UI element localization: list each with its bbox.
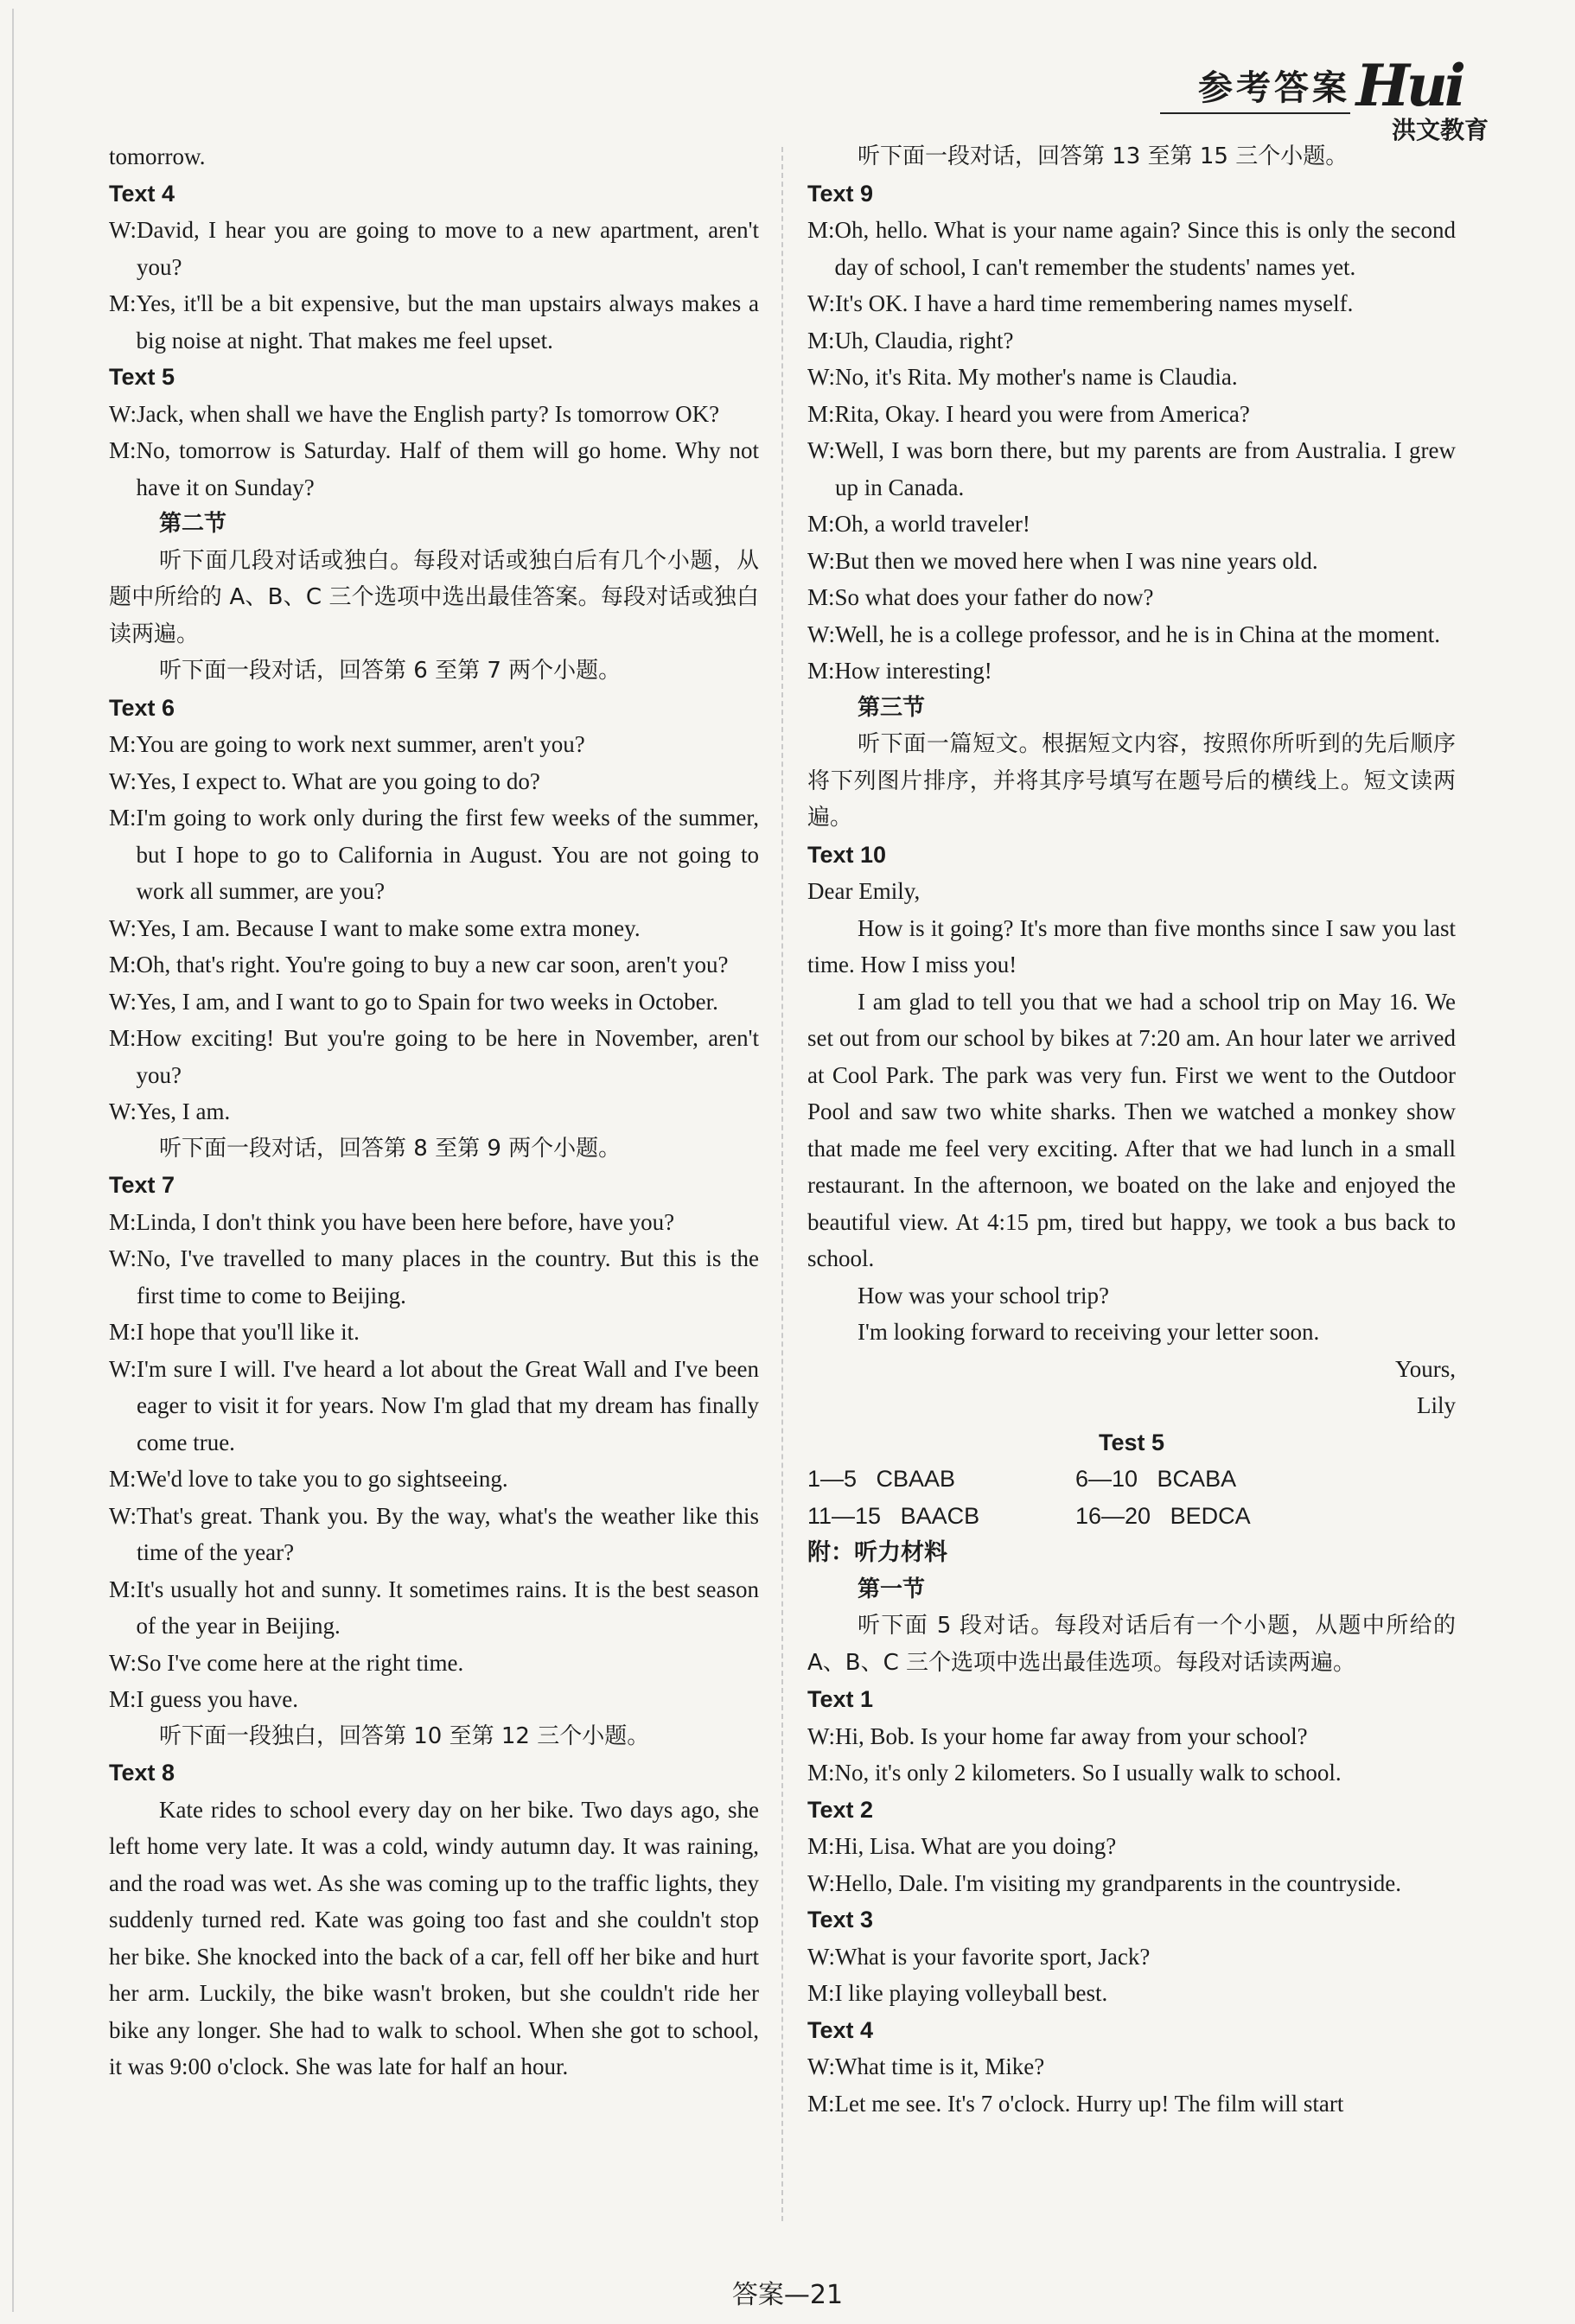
dialogue-line [109, 946, 759, 984]
dialogue-line [109, 396, 759, 433]
speaker-label: W: [807, 547, 835, 574]
dialogue-text: No, it's only 2 kilometers. So I usually walk to school. [834, 1760, 1342, 1786]
section-heading: Text 1 [807, 1686, 874, 1712]
part-heading: 第一节 [858, 1576, 926, 1602]
speaker-label: M: [807, 511, 835, 537]
page-number: 答案—21 [731, 2280, 844, 2310]
speaker-label: W: [807, 1869, 835, 1896]
text-line: tomorrow. [109, 143, 206, 169]
paragraph: Kate rides to school every day on her bike. Two days ago, she left home very late. It was a cold, windy autumn day. It was raining, and the road was wet. As she was coming up to the traffic lights, they suddenly turned red. Kate was going too fast and she couldn't stop her bike. She knocked into the back of a car, fell off her bike and hurt her arm. Luckily, the bike wasn't broken, but she couldn't ride her bike any longer. She had to walk to school. When she got to school, it was 9:00 o'clock. She was late for half an hour. [109, 1796, 759, 2079]
dialogue-text: Yes, I am. [136, 1098, 231, 1124]
speaker-label: M: [109, 1319, 137, 1345]
header-rule [1160, 112, 1350, 114]
speaker-label: W: [109, 1649, 137, 1676]
dialogue-text: So what does your father do now? [834, 584, 1154, 610]
dialogue-text: How interesting! [834, 658, 992, 684]
dialogue-text: Hi, Bob. Is your home far away from your school? [834, 1722, 1308, 1749]
speaker-label: W: [109, 1098, 137, 1124]
dialogue-line [807, 1754, 1456, 1792]
answer-range: 16—20 BEDCA [1075, 1502, 1251, 1529]
section-heading: Text 4 [109, 180, 175, 207]
dialogue-text: That's great. Thank you. By the way, what's the weather like this time of the year? [136, 1502, 759, 1565]
dialogue-text: No, I've travelled to many places in the country. But this is the first time to come to Beijing. [136, 1245, 759, 1308]
speaker-label: M: [807, 327, 835, 353]
dialogue-line [807, 322, 1456, 360]
dialogue-line [807, 1939, 1456, 1976]
paragraph: I'm looking forward to receiving your letter soon. [858, 1319, 1320, 1345]
dialogue-text: Oh, that's right. You're going to buy a new car soon, aren't you? [136, 952, 729, 977]
instruction-text: 听下面 5 段对话。每段对话后有一个小题，从题中所给的 A、B、C 三个选项中选出最佳选项。每段对话读两遍。 [807, 1613, 1456, 1676]
dialogue-line [109, 1461, 759, 1498]
text-line: Dear Emily, [807, 878, 921, 904]
dialogue-line [807, 2048, 1456, 2085]
dialogue-text: You are going to work next summer, aren't you? [136, 731, 585, 757]
dialogue-line [807, 653, 1456, 690]
dialogue-text: Let me see. It's 7 o'clock. Hurry up! The film will start [834, 2090, 1344, 2117]
speaker-label: W: [109, 1502, 137, 1529]
dialogue-line [109, 1020, 759, 1093]
answer-row [807, 1498, 1456, 1535]
dialogue-text: Oh, hello. What is your name again? Since this is only the second day of school, I can't remember the students' names yet. [834, 217, 1456, 280]
answer-range: 6—10 BCABA [1075, 1466, 1237, 1492]
speaker-label: M: [807, 584, 835, 610]
dialogue-line [807, 1975, 1456, 2012]
dialogue-text: Yes, I am, and I want to go to Spain for two weeks in October. [136, 988, 718, 1015]
instruction-text: 听下面一段独白，回答第 10 至第 12 三个小题。 [159, 1722, 650, 1749]
speaker-label: M: [109, 1576, 137, 1602]
speaker-label: M: [109, 731, 137, 757]
speaker-label: W: [109, 1245, 137, 1271]
speaker-label: M: [109, 1208, 137, 1235]
dialogue-line [109, 726, 759, 763]
speaker-label: W: [807, 1722, 835, 1749]
speaker-label: W: [807, 364, 835, 390]
speaker-label: W: [109, 217, 137, 243]
dialogue-text: No, it's Rita. My mother's name is Claudia. [834, 364, 1238, 390]
section-heading: Text 7 [109, 1172, 175, 1198]
speaker-label: M: [109, 952, 137, 977]
paragraph: How was your school trip? [858, 1282, 1109, 1308]
section-heading: Text 10 [807, 841, 887, 868]
letter-closing: Lily [1417, 1392, 1456, 1418]
speaker-label: M: [807, 1760, 835, 1786]
dialogue-line [807, 359, 1456, 396]
dialogue-text: What is your favorite sport, Jack? [834, 1943, 1151, 1970]
dialogue-text: Yes, I expect to. What are you going to do? [136, 767, 540, 794]
speaker-label: M: [109, 1686, 137, 1712]
dialogue-line [109, 910, 759, 947]
instruction-text: 听下面一段对话，回答第 8 至第 9 两个小题。 [159, 1135, 622, 1162]
dialogue-line [109, 984, 759, 1021]
speaker-label: M: [807, 1833, 835, 1859]
dialogue-line [109, 1498, 759, 1571]
dialogue-text: Linda, I don't think you have been here before, have you? [136, 1208, 675, 1235]
dialogue-line [109, 1093, 759, 1130]
dialogue-line [109, 1204, 759, 1241]
column-divider [781, 147, 783, 2221]
dialogue-text: No, tomorrow is Saturday. Half of them will go home. Why not have it on Sunday? [136, 437, 759, 500]
answer-range: 11—15 BAACB [807, 1502, 980, 1529]
dialogue-text: Well, I was born there, but my parents are from Australia. I grew up in Canada. [834, 437, 1456, 500]
instruction-text: 听下面一段对话，回答第 6 至第 7 两个小题。 [159, 658, 622, 684]
dialogue-text: I guess you have. [136, 1686, 298, 1712]
dialogue-text: It's OK. I have a hard time remembering names myself. [834, 290, 1354, 316]
speaker-label: M: [109, 805, 137, 831]
dialogue-text: Hi, Lisa. What are you doing? [834, 1833, 1117, 1859]
speaker-label: W: [109, 400, 137, 427]
dialogue-line [109, 1645, 759, 1682]
dialogue-line [109, 799, 759, 910]
instruction-text: 听下面几段对话或独白。每段对话或独白后有几个小题，从题中所给的 A、B、C 三个选项中选出最佳答案。每段对话或独白读两遍。 [109, 547, 759, 647]
dialogue-line [807, 506, 1456, 543]
speaker-label: W: [807, 1943, 835, 1970]
dialogue-text: I'm sure I will. I've heard a lot about the Great Wall and I've been eager to visit it for years. Now I'm glad that my dream has finally come true. [136, 1355, 759, 1455]
section-heading: Text 2 [807, 1796, 874, 1823]
dialogue-text: Uh, Claudia, right? [834, 327, 1014, 353]
answer-range: 1—5 CBAAB [807, 1466, 956, 1492]
left-column [109, 138, 759, 2085]
dialogue-text: I like playing volleyball best. [834, 1980, 1108, 2006]
speaker-label: M: [807, 1980, 835, 2006]
dialogue-text: Jack, when shall we have the English party? Is tomorrow OK? [136, 400, 720, 427]
part-heading: 第二节 [159, 511, 227, 537]
section-heading: 附：听力材料 [807, 1539, 947, 1565]
dialogue-text: I hope that you'll like it. [136, 1319, 360, 1345]
dialogue-line [807, 212, 1456, 285]
header-brand: 洪文教育 [1391, 116, 1489, 144]
letter-closing: Yours, [1394, 1355, 1456, 1382]
dialogue-text: It's usually hot and sunny. It sometimes rains. It is the best season of the year in Beijing. [136, 1576, 759, 1639]
dialogue-text: I'm going to work only during the first few weeks of the summer, but I hope to go to California in August. You are not going to work all summer, are you? [136, 805, 759, 904]
dialogue-line [807, 285, 1456, 322]
speaker-label: W: [109, 767, 137, 794]
speaker-label: M: [109, 290, 137, 316]
header-title: 参考答案 [1198, 68, 1350, 108]
instruction-text: 听下面一段对话，回答第 13 至第 15 三个小题。 [858, 143, 1349, 169]
dialogue-line [807, 1718, 1456, 1755]
dialogue-line [807, 616, 1456, 653]
section-heading: Text 8 [109, 1760, 175, 1786]
speaker-label: M: [807, 2090, 835, 2117]
dialogue-text: Hello, Dale. I'm visiting my grandparents in the countryside. [834, 1869, 1401, 1896]
speaker-label: M: [109, 1025, 137, 1051]
brand-logo: Hui [1355, 52, 1463, 119]
section-heading: Text 6 [109, 694, 175, 721]
dialogue-line [109, 1351, 759, 1461]
speaker-label: M: [109, 437, 137, 463]
speaker-label: W: [807, 621, 835, 647]
dialogue-text: How exciting! But you're going to be here in November, aren't you? [136, 1025, 759, 1088]
part-heading: 第三节 [858, 694, 926, 721]
speaker-label: M: [109, 1466, 137, 1492]
dialogue-text: So I've come here at the right time. [136, 1649, 464, 1676]
speaker-label: W: [807, 290, 835, 316]
dialogue-line [109, 1571, 759, 1645]
test-title: Test 5 [1098, 1429, 1165, 1455]
section-heading: Text 4 [807, 2016, 874, 2043]
dialogue-text: David, I hear you are going to move to a new apartment, aren't you? [136, 217, 759, 280]
dialogue-text: What time is it, Mike? [834, 2053, 1045, 2079]
paragraph: I am glad to tell you that we had a school trip on May 16. We set out from our school by bikes at 7:20 am. An hour later we arrived at Cool Park. The park was very fun. First we went to the Outdoor Pool and saw two white sharks. Then we watched a monkey show that made me feel very exciting. After that we had lunch in a small restaurant. In the afternoon, we boated on the lake and enjoyed the beautiful view. At 4:15 pm, tired but happy, we took a bus back to school. [807, 988, 1456, 1271]
page-header [1198, 52, 1489, 146]
dialogue-line [109, 212, 759, 285]
dialogue-line [807, 543, 1456, 580]
dialogue-text: Well, he is a college professor, and he is in China at the moment. [834, 621, 1441, 647]
speaker-label: M: [807, 658, 835, 684]
speaker-label: W: [807, 2053, 835, 2079]
dialogue-text: But then we moved here when I was nine years old. [834, 547, 1318, 574]
dialogue-line [109, 1314, 759, 1351]
dialogue-line [807, 1865, 1456, 1902]
answer-row [807, 1461, 1456, 1498]
speaker-label: W: [109, 988, 137, 1015]
section-heading: Text 5 [109, 364, 175, 390]
dialogue-text: We'd love to take you to go sightseeing. [136, 1466, 508, 1492]
dialogue-line [807, 396, 1456, 433]
dialogue-line [109, 285, 759, 359]
dialogue-text: Yes, it'll be a bit expensive, but the man upstairs always makes a big noise at night. That makes me feel upset. [136, 290, 759, 353]
dialogue-line [109, 1240, 759, 1314]
speaker-label: W: [109, 1355, 137, 1382]
dialogue-text: Yes, I am. Because I want to make some extra money. [136, 914, 641, 941]
speaker-label: W: [109, 914, 137, 941]
dialogue-line [109, 1681, 759, 1718]
dialogue-line [109, 763, 759, 800]
dialogue-text: Oh, a world traveler! [834, 511, 1030, 537]
speaker-label: M: [807, 217, 835, 243]
dialogue-line [807, 579, 1456, 616]
speaker-label: M: [807, 400, 835, 427]
dialogue-line [109, 432, 759, 506]
dialogue-text: Rita, Okay. I heard you were from America? [834, 400, 1250, 427]
speaker-label: W: [807, 437, 835, 463]
instruction-text: 听下面一篇短文。根据短文内容，按照你所听到的先后顺序将下列图片排序，并将其序号填写在题号后的横线上。短文读两遍。 [807, 731, 1456, 831]
section-heading: Text 3 [807, 1907, 874, 1932]
dialogue-line [807, 432, 1456, 506]
section-heading: Text 9 [807, 180, 874, 207]
right-column [807, 138, 1456, 2122]
paragraph: How is it going? It's more than five months since I saw you last time. How I miss you! [807, 914, 1456, 977]
dialogue-line [807, 2085, 1456, 2123]
dialogue-line [807, 1828, 1456, 1865]
